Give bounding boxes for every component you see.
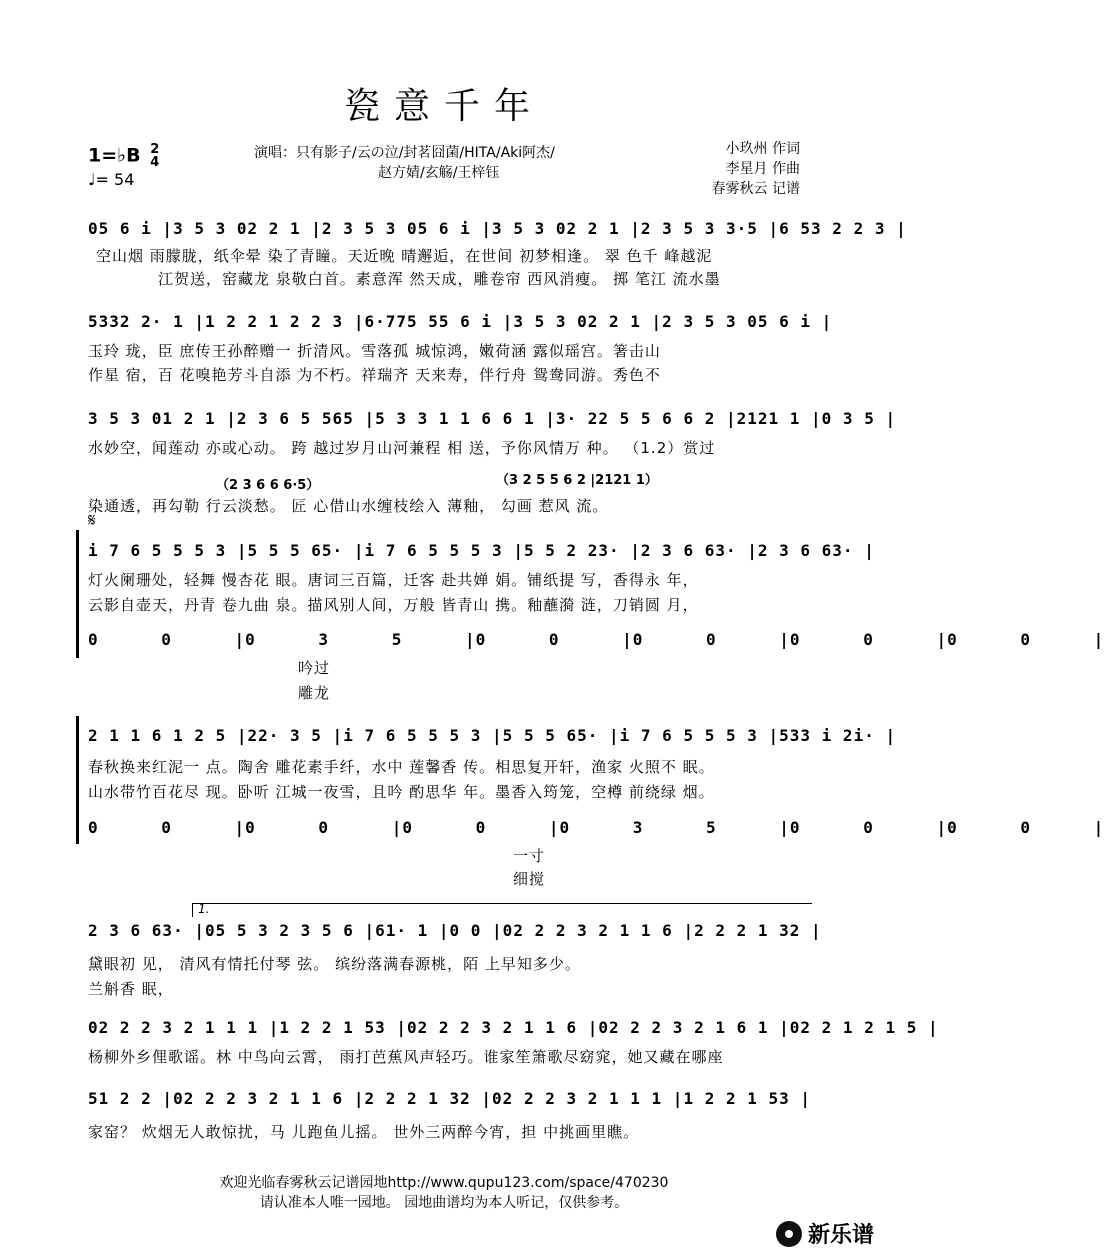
lyrics-row-2-verse-1: 玉玲 珑，臣 庶传王孙醉赠一 折清风。雪落孤 城惊鸿，嫩荷涵 露似瑶宫。箸击山 [88, 342, 661, 360]
site-logo [776, 1218, 874, 1249]
ending-mark: 1. [198, 902, 210, 916]
lyrics-row-2-verse-2: 作星 宿，百 花嗅艳芳斗自添 为不朽。祥瑞齐 天来寿，伴行舟 鸳鸯同游。秀色不 [88, 366, 661, 384]
singers-line-1: 演唱：只有影子/云の泣/封茗囧菌/HITA/Aki阿杰/ [254, 145, 555, 161]
footer-line-2: 请认准本人唯一园地。 园地曲谱均为本人听记，仅供参考。 [259, 1195, 629, 1211]
notation-row-8: 51 2 2 |02 2 2 3 2 1 1 6 |2 2 2 1 32 |02 2 2 3 2 1 1 1 |1 2 2 1 53 | [88, 1089, 812, 1108]
time-sig-den: 4 [150, 155, 160, 170]
notation-row-2: 5332 2· 1 |1 2 2 1 2 2 3 |6·775 55 6 i |3 5 3 02 2 1 |2 3 5 3 05 6 i | [88, 312, 833, 331]
notation-row-6: 2 3 6 63· |05 5 3 2 3 5 6 |61· 1 |0 0 |02 2 2 3 2 1 1 6 |2 2 2 1 32 | [88, 921, 822, 940]
notation-row-5: 2 1 1 6 1 2 5 |22· 3 5 |i 7 6 5 5 5 3 |5 5 5 65· |i 7 6 5 5 5 3 |533 i 2i· | [88, 726, 897, 745]
page-title: 瓷意千年 [343, 86, 544, 127]
volta-line [192, 903, 812, 904]
notation-row-4: i 7 6 5 5 5 3 |5 5 5 65· |i 7 6 5 5 5 3 |5 5 2 23· |2 3 6 63· |2 3 6 63· | [88, 541, 875, 560]
transcriber: 春雾秋云 记谱 [711, 181, 800, 197]
lyrics-row-3-verse-1: 水妙空，闻莲动 亦或心动。 跨 越过岁月山河兼程 相 送，予你风情万 种。 （1.2）赏过 [88, 439, 716, 457]
system-brace [76, 530, 79, 658]
segno-icon: 𝄋 [88, 510, 96, 531]
lyrics-row-4-verse-1: 灯火阑珊处，轻舞 慢杏花 眼。唐词三百篇，迁客 赴共婵 娟。铺纸提 写，香得永 年， [88, 571, 699, 589]
record-icon [776, 1221, 802, 1247]
footer-line-1: 欢迎光临春雾秋云记谱园地http://www.qupu123.com/space/470230 [219, 1175, 669, 1191]
volta-bracket [192, 903, 193, 917]
key-signature [88, 143, 159, 169]
lyrics-row-6-verse-1: 黛眼初 见， 清风有情托付琴 弦。 缤纷落满春源桃，陌 上早知多少。 [88, 955, 581, 973]
time-signature [150, 143, 159, 169]
notation-row-7: 02 2 2 3 2 1 1 1 |1 2 2 1 53 |02 2 2 3 2 1 1 6 |02 2 2 3 2 1 6 1 |02 2 1 2 1 5 | [88, 1018, 939, 1037]
lyricist: 小玖州 作词 [725, 141, 800, 157]
key-label: 1=♭B [88, 144, 141, 167]
harmony-lyric-5-a: 一寸 [513, 847, 546, 865]
credits [712, 139, 800, 199]
harmony-row-5: 0 0 |0 0 |0 0 |0 3 5 |0 0 |0 0 | [88, 818, 1104, 837]
lyrics-row-4-verse-2: 云影自壶天，丹青 卷九曲 泉。描风别人间，万般 皆青山 携。釉蘸漪 涟，刀销圆 月， [88, 596, 699, 614]
pickup-hint-a: （2 3 6 6 6·5） [216, 478, 320, 493]
harmony-row-4: 0 0 |0 3 5 |0 0 |0 0 |0 0 |0 0 | [88, 630, 1104, 649]
lyrics-row-1-verse-2: 江贺送，窑藏龙 泉敬白首。素意浑 然天成，雕卷帘 西风消瘦。 掷 笔江 流水墨 [158, 270, 721, 288]
logo-text: 新乐谱 [807, 1223, 874, 1248]
system-brace [76, 716, 79, 844]
lyrics-row-5-verse-1: 春秋换来红泥一 点。陶舍 雕花素手纤，水中 莲馨香 传。相思复开轩，渔家 火照不 眠。 [88, 758, 715, 776]
harmony-lyric-4-a: 吟过 [298, 659, 331, 677]
lyrics-row-8: 家窑？ 炊烟无人敢惊扰，马 儿跑鱼儿摇。 世外三两醉今宵，担 中挑画里瞧。 [88, 1123, 640, 1141]
pickup-hint-b: （3 2 5 5 6 2 |2121 1） [496, 473, 658, 488]
harmony-lyric-4-b: 雕龙 [298, 684, 331, 702]
lyrics-row-3-verse-2: 染通透，再勾勒 行云淡愁。 匠 心借山水缠枝绘入 薄釉， 勾画 惹风 流。 [88, 497, 609, 515]
composer: 李星月 作曲 [725, 161, 800, 177]
harmony-lyric-5-b: 细搅 [513, 870, 546, 888]
lyrics-row-6-verse-2: 兰斛香 眠， [88, 980, 174, 998]
singers-line-2: 赵方婧/玄觞/王梓钰 [378, 165, 500, 181]
time-sig-num: 2 [150, 142, 160, 157]
lyrics-row-1-verse-1: 空山烟 雨朦胧，纸伞晕 染了青瞳。天近晚 晴邂逅，在世间 初梦相逢。 翠 色千 峰越泥 [96, 247, 713, 265]
lyrics-row-7: 杨柳外乡俚歌谣。林 中鸟向云霄， 雨打芭蕉风声轻巧。谁家笙箫歌尽窈窕，她又藏在哪座 [88, 1048, 724, 1066]
notation-row-1: 05 6 i |3 5 3 02 2 1 |2 3 5 3 05 6 i |3 5 3 02 2 1 |2 3 5 3 3·5 |6 53 2 2 3 | [88, 219, 907, 238]
lyrics-row-5-verse-2: 山水带竹百花尽 现。卧听 江城一夜雪，且吟 酌思华 年。墨香入筠笼，空樽 前绕绿 烟。 [88, 783, 715, 801]
notation-row-3: 3 5 3 01 2 1 |2 3 6 5 565 |5 3 3 1 1 6 6 1 |3· 22 5 5 6 6 2 |2121 1 |0 3 5 | [88, 409, 897, 428]
tempo-mark: ♩= 54 [88, 170, 135, 189]
